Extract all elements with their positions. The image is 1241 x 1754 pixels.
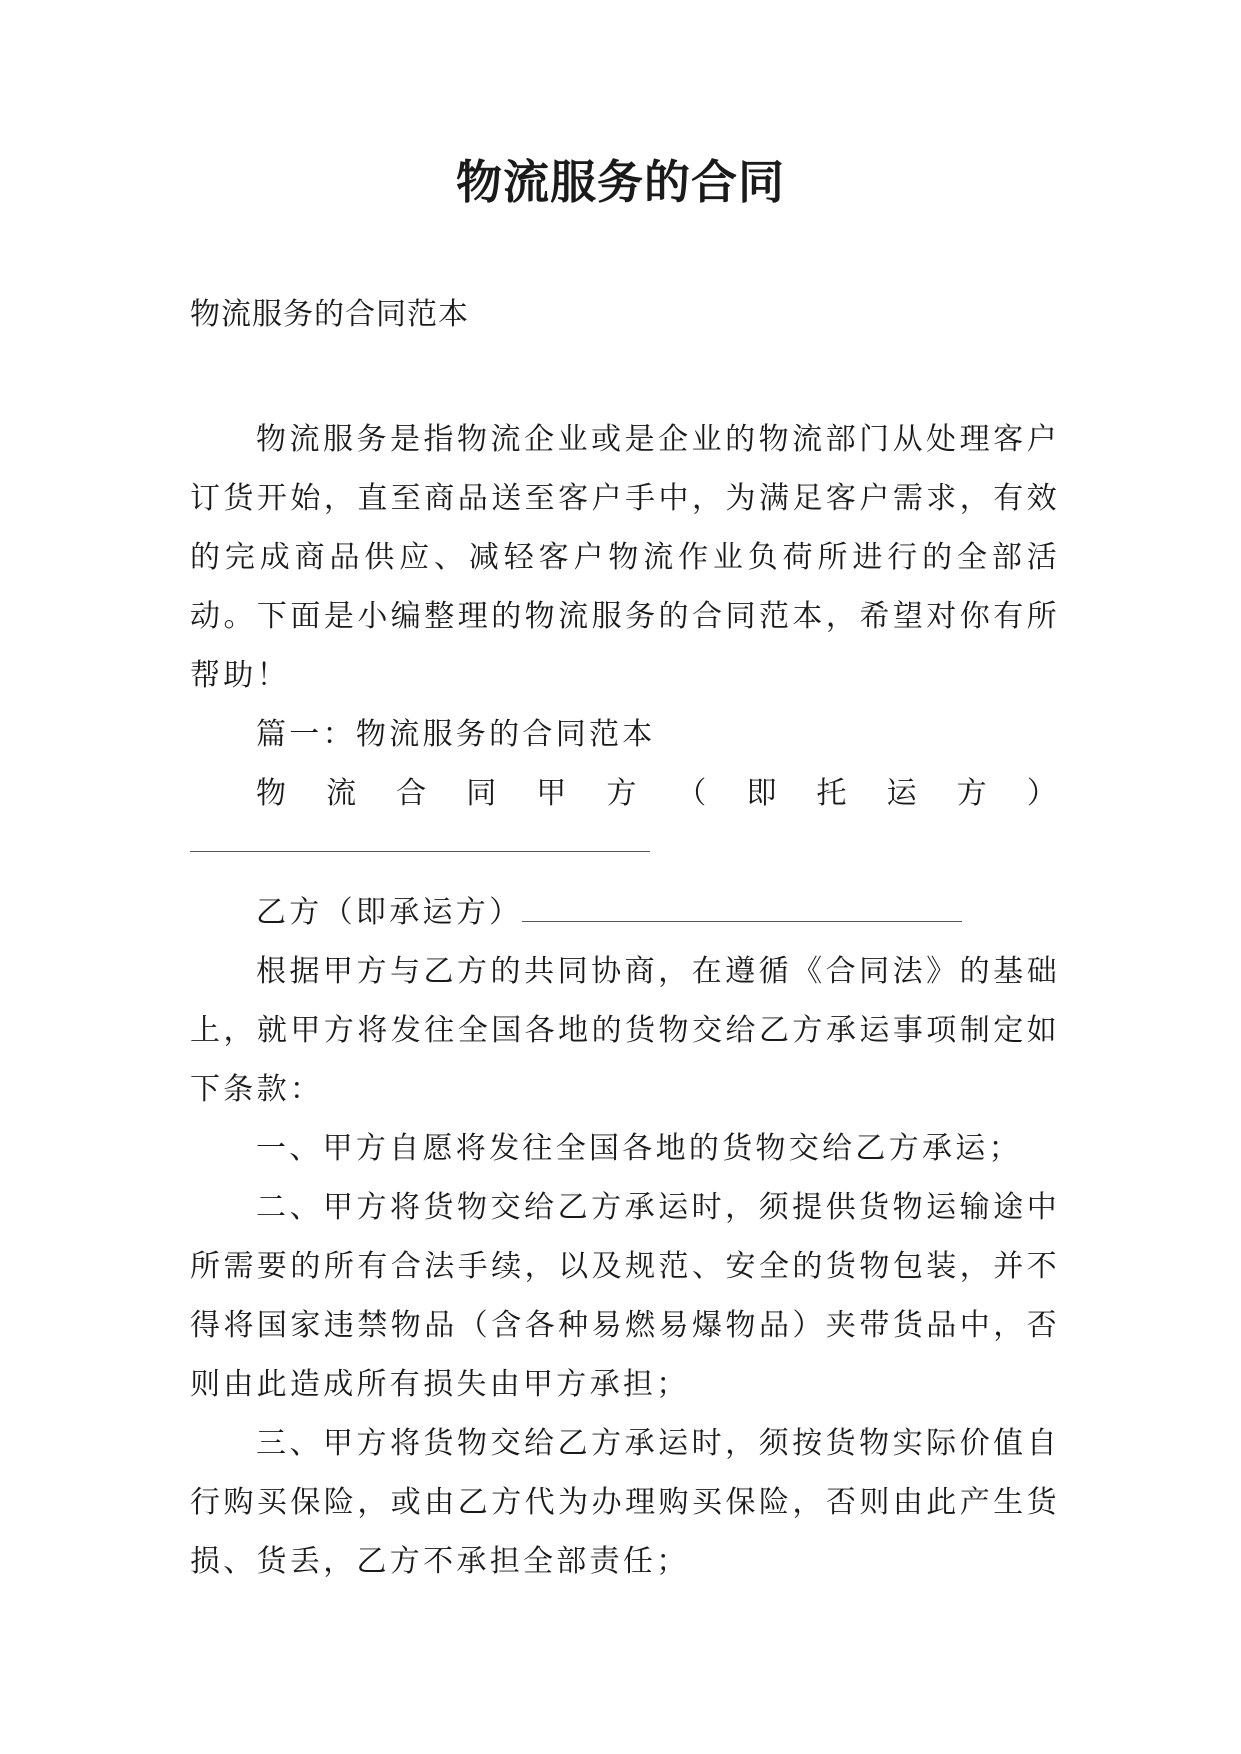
intro-paragraph: 物流服务是指物流企业或是企业的物流部门从处理客户订货开始，直至商品送至客户手中，为满足客户需求，有效的完成商品供应、减轻客户物流作业负荷所进行的全部活动。下面是小编整理的物流服务的合同范本，希望对你有所帮助！ bbox=[190, 422, 1060, 693]
party-b-label: 乙方（即承运方） bbox=[256, 895, 523, 930]
section-heading: 篇一：物流服务的合同范本 bbox=[256, 717, 656, 752]
clause-3: 三、甲方将货物交给乙方承运时，须按货物实际价值自行购买保险，或由乙方代为办理购买保险，否则由此产生货损、货丢，乙方不承担全部责任； bbox=[190, 1426, 1060, 1579]
party-a-blank bbox=[190, 823, 650, 852]
party-b-blank bbox=[522, 895, 962, 922]
document-title: 物流服务的合同 bbox=[456, 155, 785, 209]
preamble-paragraph: 根据甲方与乙方的共同协商，在遵循《合同法》的基础上，就甲方将发往全国各地的货物交给乙方承运事项制定如下条款： bbox=[190, 954, 1060, 1107]
document-body bbox=[190, 410, 1060, 1591]
party-b-line bbox=[190, 883, 1060, 942]
clause-1: 一、甲方自愿将发往全国各地的货物交给乙方承运； bbox=[256, 1131, 1022, 1166]
party-a-line: 物流合同甲方（即托运方） bbox=[256, 776, 1060, 811]
document-subtitle: 物流服务的合同范本 bbox=[190, 297, 469, 332]
clause-2: 二、甲方将货物交给乙方承运时，须提供货物运输途中所需要的所有合法手续，以及规范、安全的货物包装，并不得将国家违禁物品（含各种易燃易爆物品）夹带货品中，否则由此造成所有损失由甲方承担； bbox=[190, 1190, 1060, 1402]
